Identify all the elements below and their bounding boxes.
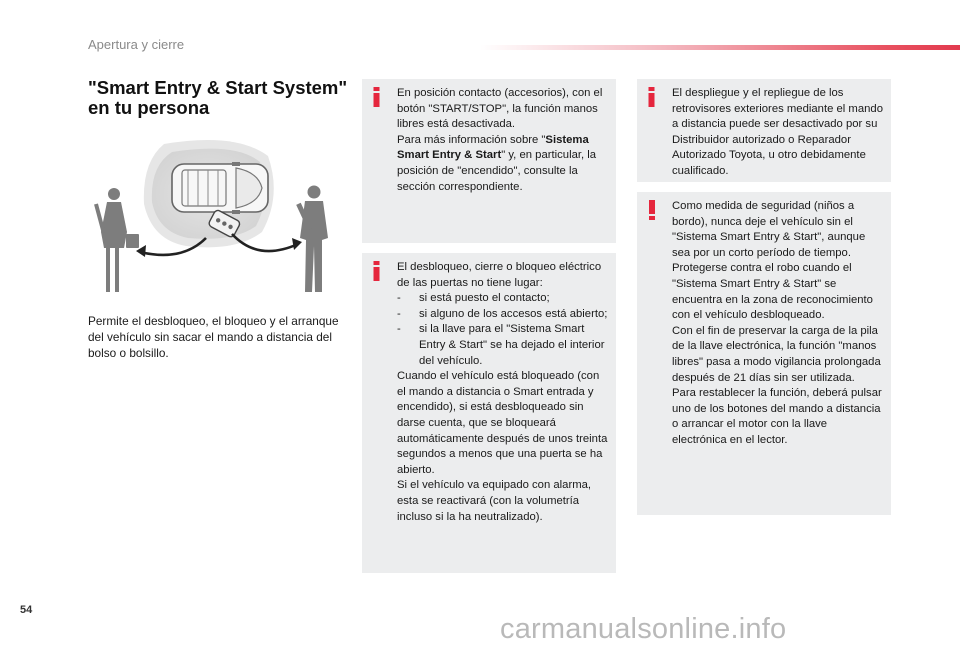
info-text: En posición contacto (accesorios), con el botón "START/STOP", la función manos libres está desactivada.: [397, 87, 603, 131]
list-item: - si está puesto el contacto;: [397, 292, 550, 305]
smart-entry-illustration: [86, 134, 338, 306]
section-title: "Smart Entry & Start System" en tu persona: [88, 77, 348, 118]
info-text: El despliegue y el repliegue de los retrovisores exteriores mediante el mando a distancia puede ser desactivado por su Distribuidor autorizado o Reparador Autorizado Toyota, u otro debidamente cualificado.: [672, 87, 883, 177]
bold-term: Sistema Smart Entry & Start: [397, 133, 589, 162]
warning-text: Para restablecer la función, deberá pulsar uno de los botones del mando a distancia o arrancar el motor con la llave electrónica en el lector.: [672, 387, 882, 446]
info-icon: [371, 87, 383, 107]
car-top-view-icon: [172, 162, 268, 214]
warning-text: Como medida de seguridad (niños a bordo), nunca deje el vehículo sin el "Sistema Smart Entry & Start", aunque sea por un corto período de tiempo.: [672, 200, 866, 259]
warning-text: Protegerse contra el robo cuando el "Sistema Smart Entry & Start" se encuentra en la zona de reconocimiento con el vehículo desbloqueado.: [672, 262, 873, 322]
list-item: - si la llave para el "Sistema Smart Entry & Start" se ha dejado el interior del vehículo.: [397, 323, 605, 367]
info-text: El desbloqueo, cierre o bloqueo eléctrico de las puertas no tiene lugar:: [397, 261, 602, 289]
info-text: Para más información sobre "Sistema Smart Entry & Start" y, en particular, la posición de "encendido", consulte la sección correspondiente.: [397, 133, 597, 193]
info-icon: [371, 261, 383, 281]
woman-silhouette-icon: [94, 188, 139, 292]
info-icon: [646, 87, 658, 107]
info-text: Si el vehículo va equipado con alarma, esta se reactivará (con la volumetría incluso si la ha neutralizado).: [397, 479, 592, 523]
info-box-contact: [362, 79, 616, 243]
info-box-unlocking: [362, 253, 616, 573]
section-description: Permite el desbloqueo, el bloqueo y el arranque del vehículo sin sacar el mando a distancia del bolso o bolsillo.: [88, 314, 339, 360]
watermark: carmanualsonline.info: [500, 613, 787, 645]
warning-icon: [646, 200, 658, 220]
info-box-mirrors: [637, 79, 891, 182]
chapter-title: Apertura y cierre: [88, 37, 185, 52]
info-text: Cuando el vehículo está bloqueado (con el mando a distancia o Smart entrada y encendido), si está desbloqueado sin darse cuenta, que se bloqueará automáticamente después de unos treinta segundos a menos que una puerta se ha abierto.: [397, 370, 608, 476]
page-number: 54: [20, 604, 33, 616]
header-accent-line: [480, 45, 960, 50]
list-item: - si alguno de los accesos está abierto;: [397, 307, 608, 320]
warning-text: Con el fin de preservar la carga de la pila de la llave electrónica, la función "manos libres" pasa a modo vigilancia prolongada después de 21 días sin ser utilizada.: [672, 324, 881, 384]
warning-box-safety: [637, 192, 891, 515]
man-silhouette-icon: [296, 186, 328, 293]
